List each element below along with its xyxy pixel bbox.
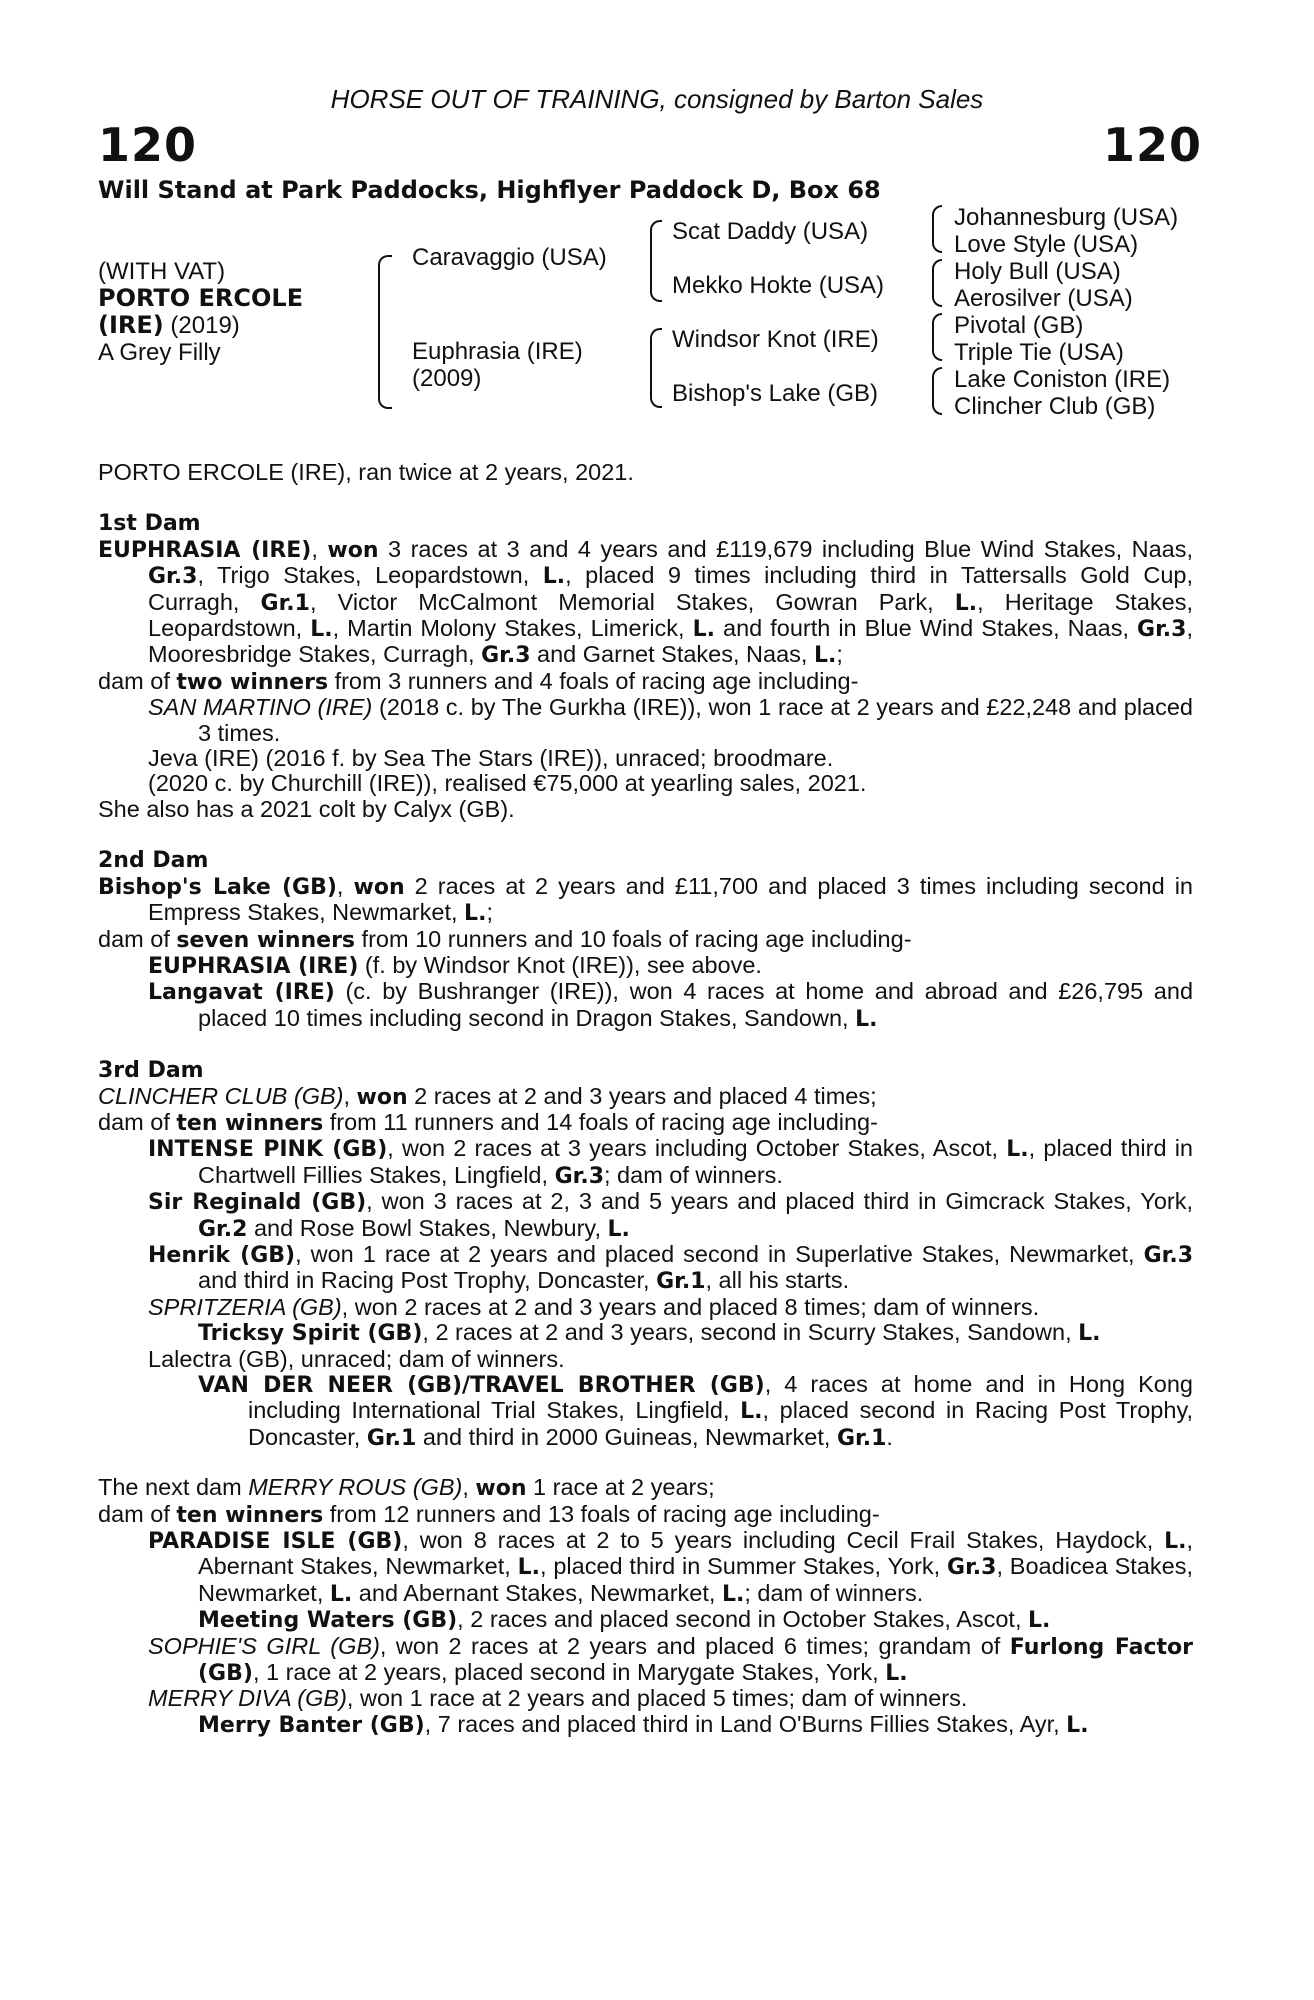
vat-note: (WITH VAT) <box>98 258 226 285</box>
also-has-note: She also has a 2021 colt by Calyx (GB). <box>98 795 515 822</box>
produce-entry: Sir Reginald (GB), won 3 races at 2, 3 and 5 years and placed third in Gimcrack Stakes, York, Gr.2 and Rose Bowl Stakes, Newbury, L. <box>148 1188 1193 1242</box>
horse-name: PORTO ERCOLE <box>98 284 304 312</box>
pedigree-bracket <box>378 255 392 409</box>
catalogue-header: HORSE OUT OF TRAINING, consigned by Barton Sales <box>330 84 984 114</box>
produce-entry: Henrik (GB), won 1 race at 2 years and placed second in Superlative Stakes, Newmarket, Gr.3 and third in Racing Post Trophy, Doncaster, Gr.1, all his starts. <box>148 1240 1193 1295</box>
pedigree-bracket <box>932 205 942 253</box>
sire-sire: Scat Daddy (USA) <box>672 218 869 245</box>
section-heading-2nd-dam: 2nd Dam <box>98 848 209 874</box>
second-dam-produce-summary: dam of seven winners from 10 runners and 10 foals of racing age including- <box>98 925 912 953</box>
produce-entry: Tricksy Spirit (GB), 2 races at 2 and 3 years, second in Scurry Stakes, Sandown, L. <box>198 1319 1101 1347</box>
produce-entry: Merry Banter (GB), 7 races and placed third in Land O'Burns Fillies Stakes, Ayr, L. <box>198 1710 1089 1738</box>
third-dam-produce-summary: dam of ten winners from 11 runners and 14 foals of racing age including- <box>98 1108 878 1136</box>
horse-origin-year: (IRE) (2019) <box>98 311 240 339</box>
produce-entry: SAN MARTINO (IRE) (2018 c. by The Gurkha (IRE)), won 1 race at 2 years and £22,248 and placed 3 times. <box>148 694 1193 746</box>
great-grandparents: Johannesburg (USA) Love Style (USA) Holy Bull (USA) Aerosilver (USA) Pivotal (GB) Triple Tie (USA) Lake Coniston (IRE) Clincher Club (GB) <box>954 204 1179 420</box>
sire-dam: Mekko Hokte (USA) <box>672 272 885 299</box>
second-dam-record: Bishop's Lake (GB), won 2 races at 2 years and £11,700 and placed 3 times including second in Empress Stakes, Newmarket, L.; <box>98 872 1193 927</box>
produce-entry: Langavat (IRE) (c. by Bushranger (IRE)), won 4 races at home and abroad and £26,795 and placed 10 times including second in Dragon Stakes, Sandown, L. <box>148 978 1194 1032</box>
third-dam-record: CLINCHER CLUB (GB), won 2 races at 2 and 3 years and placed 4 times; <box>98 1082 877 1110</box>
stand-location: Will Stand at Park Paddocks, Highflyer Paddock D, Box 68 <box>98 176 881 204</box>
horse-description: A Grey Filly <box>98 339 221 366</box>
lot-number-left: 120 <box>98 118 198 172</box>
dam-dam: Bishop's Lake (GB) <box>672 380 879 407</box>
sire: Caravaggio (USA) <box>412 244 607 271</box>
produce-entry: VAN DER NEER (GB)/TRAVEL BROTHER (GB), 4 races at home and in Hong Kong including International Trial Stakes, Lingfield, L., placed second in Racing Post Trophy, Doncaster, Gr.1 and third in 2000 Guineas, Newmarket, Gr.1. <box>198 1371 1193 1451</box>
produce-entry: INTENSE PINK (GB), won 2 races at 3 years including October Stakes, Ascot, L., placed third in Chartwell Fillies Stakes, Lingfield, Gr.3; dam of winners. <box>148 1135 1193 1189</box>
catalogue-body <box>98 460 1193 1738</box>
pedigree-bracket <box>932 259 942 307</box>
pedigree-bracket <box>650 328 662 408</box>
produce-entry: Jeva (IRE) (2016 f. by Sea The Stars (IRE)), unraced; broodmare. <box>148 745 834 772</box>
produce-entry: Lalectra (GB), unraced; dam of winners. <box>148 1345 565 1372</box>
produce-entry: SOPHIE'S GIRL (GB), won 2 races at 2 years and placed 6 times; grandam of Furlong Factor (GB), 1 race at 2 years, placed second in Marygate Stakes, York, L. <box>148 1632 1193 1687</box>
section-heading-3rd-dam: 3rd Dam <box>98 1058 204 1084</box>
dam-sire: Windsor Knot (IRE) <box>672 326 879 353</box>
next-dam-produce-summary: dam of ten winners from 12 runners and 13 foals of racing age including- <box>98 1500 880 1528</box>
produce-entry: PARADISE ISLE (GB), won 8 races at 2 to 5 years including Cecil Frail Stakes, Haydock, L., Abernant Stakes, Newmarket, L., placed third in Summer Stakes, York, Gr.3, Boadicea Stakes, Newmarket, L. and Abernant Stakes, Newmarket, L.; dam of winners. <box>148 1527 1194 1607</box>
first-dam-record: EUPHRASIA (IRE), won 3 races at 3 and 4 years and £119,679 including Blue Wind Stakes, Naas, Gr.3, Trigo Stakes, Leopardstown, L., placed 9 times including third in Tattersalls Gold Cup, Curragh, Gr.1, Victor McCalmont Memorial Stakes, Gowran Park, L., Heritage Stakes, Leopardstown, L., Martin Molony Stakes, Limerick, L. and fourth in Blue Wind Stakes, Naas, Gr.3, Mooresbridge Stakes, Curragh, Gr.3 and Garnet Stakes, Naas, L.; <box>98 535 1194 669</box>
pedigree-bracket <box>932 367 942 415</box>
pedigree-bracket <box>650 220 662 302</box>
dam: Euphrasia (IRE) (2009) <box>412 338 583 392</box>
section-heading-1st-dam: 1st Dam <box>98 511 201 537</box>
produce-entry: Meeting Waters (GB), 2 races and placed second in October Stakes, Ascot, L. <box>198 1606 1051 1634</box>
produce-entry: MERRY DIVA (GB), won 1 race at 2 years and placed 5 times; dam of winners. <box>148 1685 968 1712</box>
produce-entry: EUPHRASIA (IRE) (f. by Windsor Knot (IRE)), see above. <box>148 951 762 979</box>
pedigree-bracket <box>932 313 942 361</box>
lot-number-right: 120 <box>1102 118 1202 172</box>
produce-entry: (2020 c. by Churchill (IRE)), realised €75,000 at yearling sales, 2021. <box>148 770 867 797</box>
intro-line: PORTO ERCOLE (IRE), ran twice at 2 years, 2021. <box>98 459 634 485</box>
produce-entry: SPRITZERIA (GB), won 2 races at 2 and 3 years and placed 8 times; dam of winners. <box>148 1293 1040 1320</box>
next-dam-record: The next dam MERRY ROUS (GB), won 1 race at 2 years; <box>98 1474 715 1502</box>
pedigree-subject <box>98 258 303 366</box>
first-dam-produce-summary: dam of two winners from 3 runners and 4 foals of racing age including- <box>98 667 859 695</box>
